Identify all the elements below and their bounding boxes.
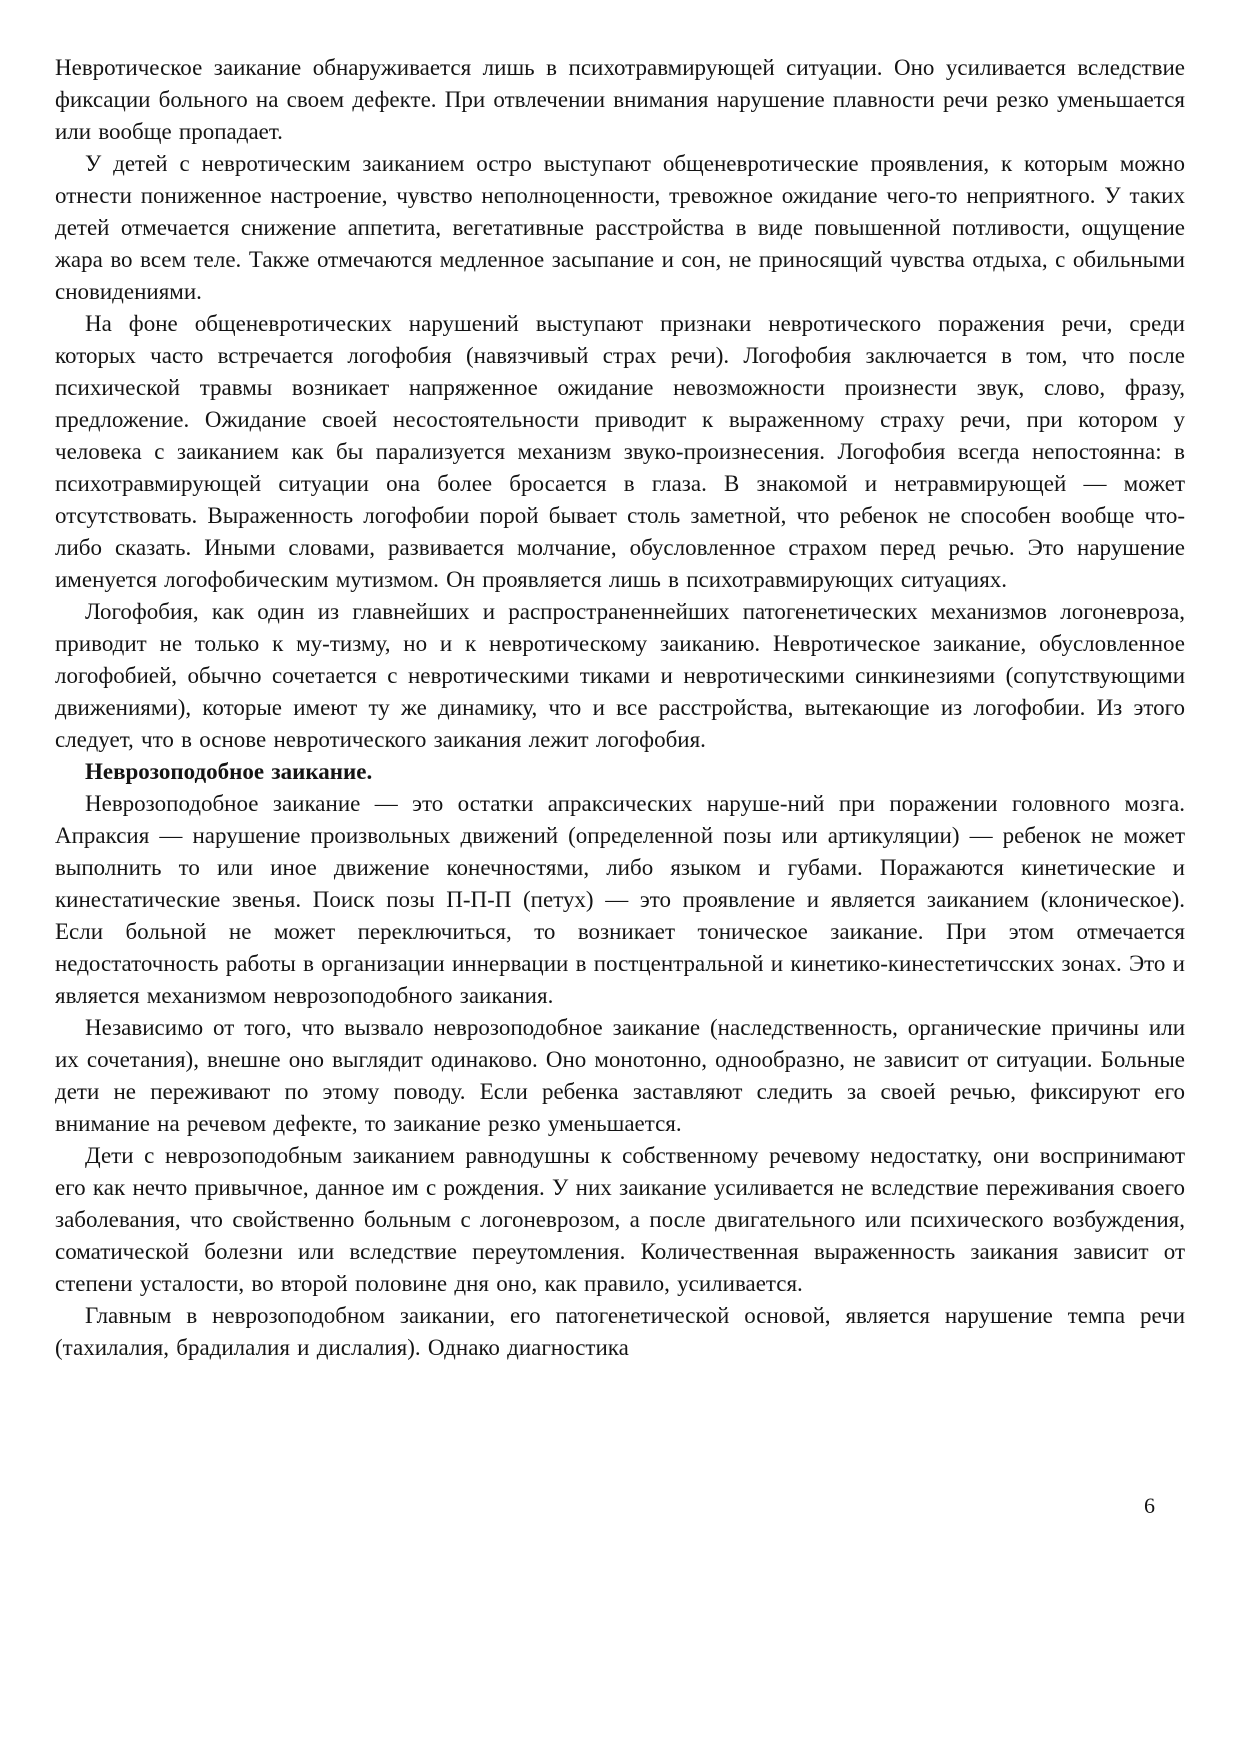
paragraph-children-neurotic-symptoms: У детей с невротическим заиканием остро выступают общеневротические проявления, к которым можно отнести пониженное настроение, чувство неполноценности, тревожное ожидание чего-то неприятного. У таких детей отмечается снижение аппетита, вегетативные расстройства в виде повышенной потливости, ощущение жара во всем теле. Также отмечаются медленное засыпание и сон, не приносящий чувства отдыха, с обильными сновидениями. <box>55 151 1185 304</box>
paragraph-logophobia-mechanism: Логофобия, как один из главнейших и распространеннейших патогенетических механизмов логоневроза, приводит не только к му-тизму, но и к невротическому заиканию. Невротическое заикание, обусловленное логофобией, обычно сочетается с невротическими тиками и невротическими синкинезиями (сопутствующими движениями), которые имеют ту же динамику, что и все расстройства, вытекающие из логофобии. Из этого следует, что в основе невротического заикания лежит логофобия. <box>55 599 1185 752</box>
paragraph-tempo-disturbance: Главным в неврозоподобном заикании, его патогенетической основой, является нарушение темпа речи (тахилалия, брадилалия и дислалия). Однако диагностика <box>55 1303 1185 1360</box>
paragraph-logophobia: На фоне общеневротических нарушений выступают признаки невротического поражения речи, среди которых часто встречается логофобия (навязчивый страх речи). Логофобия заключается в том, что после психической травмы возникает напряженное ожидание невозможности произнести звук, слово, фразу, предложение. Ожидание своей несостоятельности приводит к выраженному страху речи, при котором у человека с заиканием как бы парализуется механизм звуко-произнесения. Логофобия всегда непостоянна: в психотравмирующей ситуации она более бросается в глаза. В знакомой и нетравмирующей — может отсутствовать. Выраженность логофобии порой бывает столь заметной, что ребенок не способен вообще что-либо сказать. Иными словами, развивается молчание, обусловленное страхом перед речью. Это нарушение именуется логофобическим мутизмом. Он проявляется лишь в психотравмирующих ситуациях. <box>55 311 1185 592</box>
paragraph-children-indifference: Дети с неврозоподобным заиканием равнодушны к собственному речевому недостатку, они воспринимают его как нечто привычное, данное им с рождения. У них заикание усиливается не вследствие переживания своего заболевания, что свойственно больным с логоневрозом, а после двигательного или психического возбуждения, соматической болезни или вследствие переутомления. Количественная выраженность заикания зависит от степени усталости, во второй половине дня оно, как правило, усиливается. <box>55 1143 1185 1296</box>
paragraph-neurotic-stuttering-intro: Невротическое заикание обнаруживается лишь в психотравмирующей ситуации. Оно усиливается вследствие фиксации больного на своем дефекте. При отвлечении внимания нарушение плавности речи резко уменьшается или вообще пропадает. <box>55 55 1185 144</box>
paragraph-neurosis-like-definition: Неврозоподобное заикание — это остатки апраксических наруше-ний при поражении головного мозга. Апраксия — нарушение произвольных движений (определенной позы или артикуляции) — ребенок не может выполнить то или иное движение конечностями, либо языком и губами. Поражаются кинетические и кинестатические звенья. Поиск позы П-П-П (петух) — это проявление и является заиканием (клоническое). Если больной не может переключиться, то возникает тоническое заикание. При этом отмечается недостаточность работы в организации иннервации в постцентральной и кинетико-кинестетичсских зонах. Это и является механизмом неврозоподобного заикания. <box>55 791 1185 1008</box>
section-heading-neurosis-like-stuttering: Неврозоподобное заикание. <box>85 759 373 784</box>
page-number: 6 <box>1144 1493 1155 1518</box>
paragraph-neurosis-like-appearance: Независимо от того, что вызвало неврозоподобное заикание (наследственность, органические причины или их сочетания), внешне оно выглядит одинаково. Оно монотонно, однообразно, не зависит от ситуации. Больные дети не переживают по этому поводу. Если ребенка заставляют следить за своей речью, фиксируют его внимание на речевом дефекте, то заикание резко уменьшается. <box>55 1015 1185 1136</box>
